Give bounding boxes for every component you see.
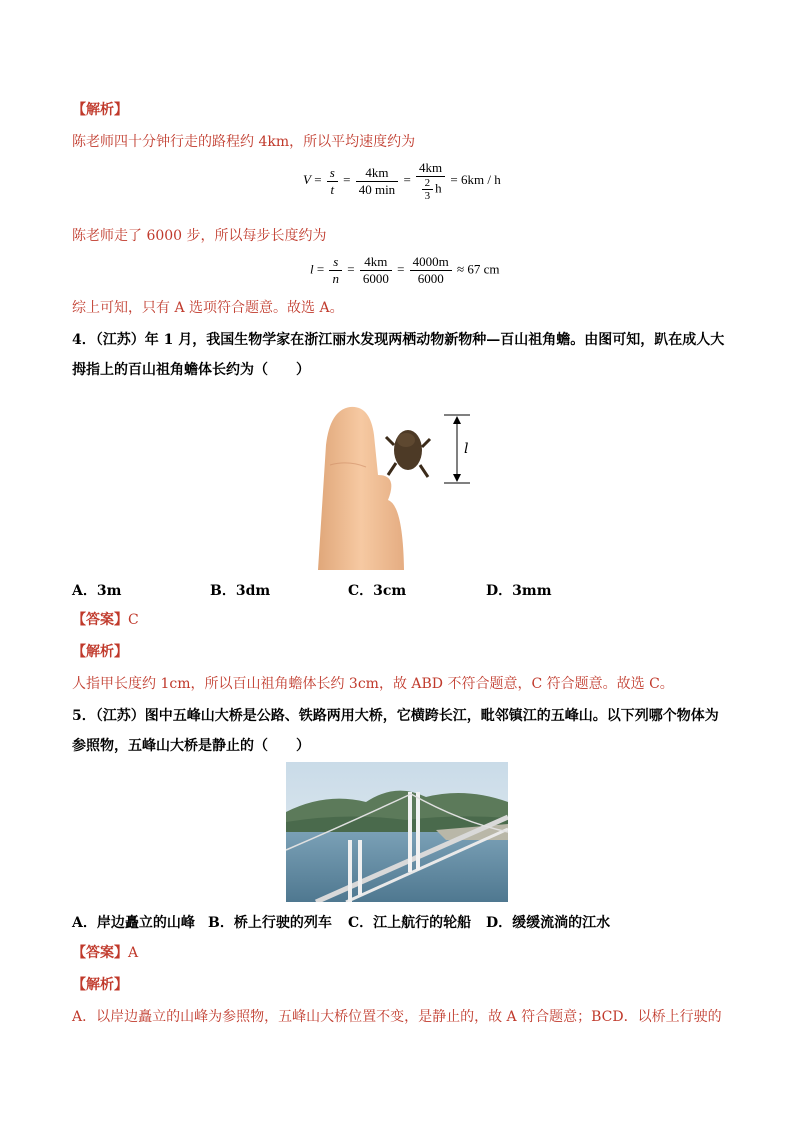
q4-stem-line2: 拇指上的百山祖角蟾体长约为（ ） [72,362,310,378]
q4-analysis-heading: 【解析】 [72,644,128,660]
thumb-frog-figure [308,405,478,570]
analysis-heading-1: 【解析】 [72,102,128,118]
q4-option-b: B．3dm [210,583,271,599]
q4-answer: C [128,612,139,628]
q5-stem-line2: 参照物，五峰山大桥是静止的（ ） [72,738,310,754]
velocity-formula: V = $\frac{s}{t}$ = $\frac{4km}{40 \min}$ = 4km $\frac{2}{3}$ h = 6km / h [303,160,501,202]
q5-option-b: B．桥上行驶的列车 [208,915,332,931]
q5-option-d: D．缓缓流淌的江水 [486,915,611,931]
step-length-formula: l = $\frac{s}{n}$ = $\frac{4km}{6000}$ = $\frac{4000m}{6000}$ ≈ 67 cm [310,254,500,286]
frog-icon [386,430,430,477]
formula1-frac1: $\frac{4km}{40 \min}$ [356,165,398,198]
walk-distance-text: 陈老师四十分钟行走的路程约 4km，所以平均速度约为 [72,134,416,150]
q4-option-a: A．3m [72,583,122,599]
formula1-result: = 6km / h [450,171,501,187]
q4-answer-tag: 【答案】C [72,612,139,628]
q5-stem-line1: 5．（江苏）图中五峰山大桥是公路、铁路两用大桥，它横跨长江，毗邻镇江的五峰山。以下列哪个物体为 [72,708,719,724]
bridge-photo [286,762,508,902]
steps-text: 陈老师走了 6000 步，所以每步长度约为 [72,228,327,244]
formula1-frac2: 4km $\frac{2}{3}$ h [416,160,445,202]
q4-option-c: C．3cm [348,583,407,599]
q5-analysis-heading: 【解析】 [72,977,128,993]
formula1-inner-frac: $\frac{2}{3}$ [422,177,434,202]
formula1-st: $\frac{s}{t}$ [327,165,338,198]
q4-explanation: 人指甲长度约 1cm，所以百山祖角蟾体长约 3cm，故 ABD 不符合题意，C 符合题意。故选 C。 [72,676,674,692]
q5-answer: A [128,945,139,961]
formula1-lhs: V [303,171,311,187]
conclusion-1: 综上可知，只有 A 选项符合题意。故选 A。 [72,300,344,316]
q5-explanation: A．以岸边矗立的山峰为参照物，五峰山大桥位置不变，是静止的，故 A 符合题意；BCD．以桥上行驶的 [72,1009,722,1025]
q5-option-a: A．岸边矗立的山峰 [72,915,195,931]
q4-option-d: D．3mm [486,583,552,599]
q5-option-c: C．江上航行的轮船 [348,915,472,931]
q5-answer-tag: 【答案】A [72,945,139,961]
figure-length-label: l [464,441,469,457]
q4-stem-line1: 4．（江苏）年 1 月，我国生物学家在浙江丽水发现两栖动物新物种—百山祖角蟾。由图可知，趴在成人大 [72,332,725,348]
